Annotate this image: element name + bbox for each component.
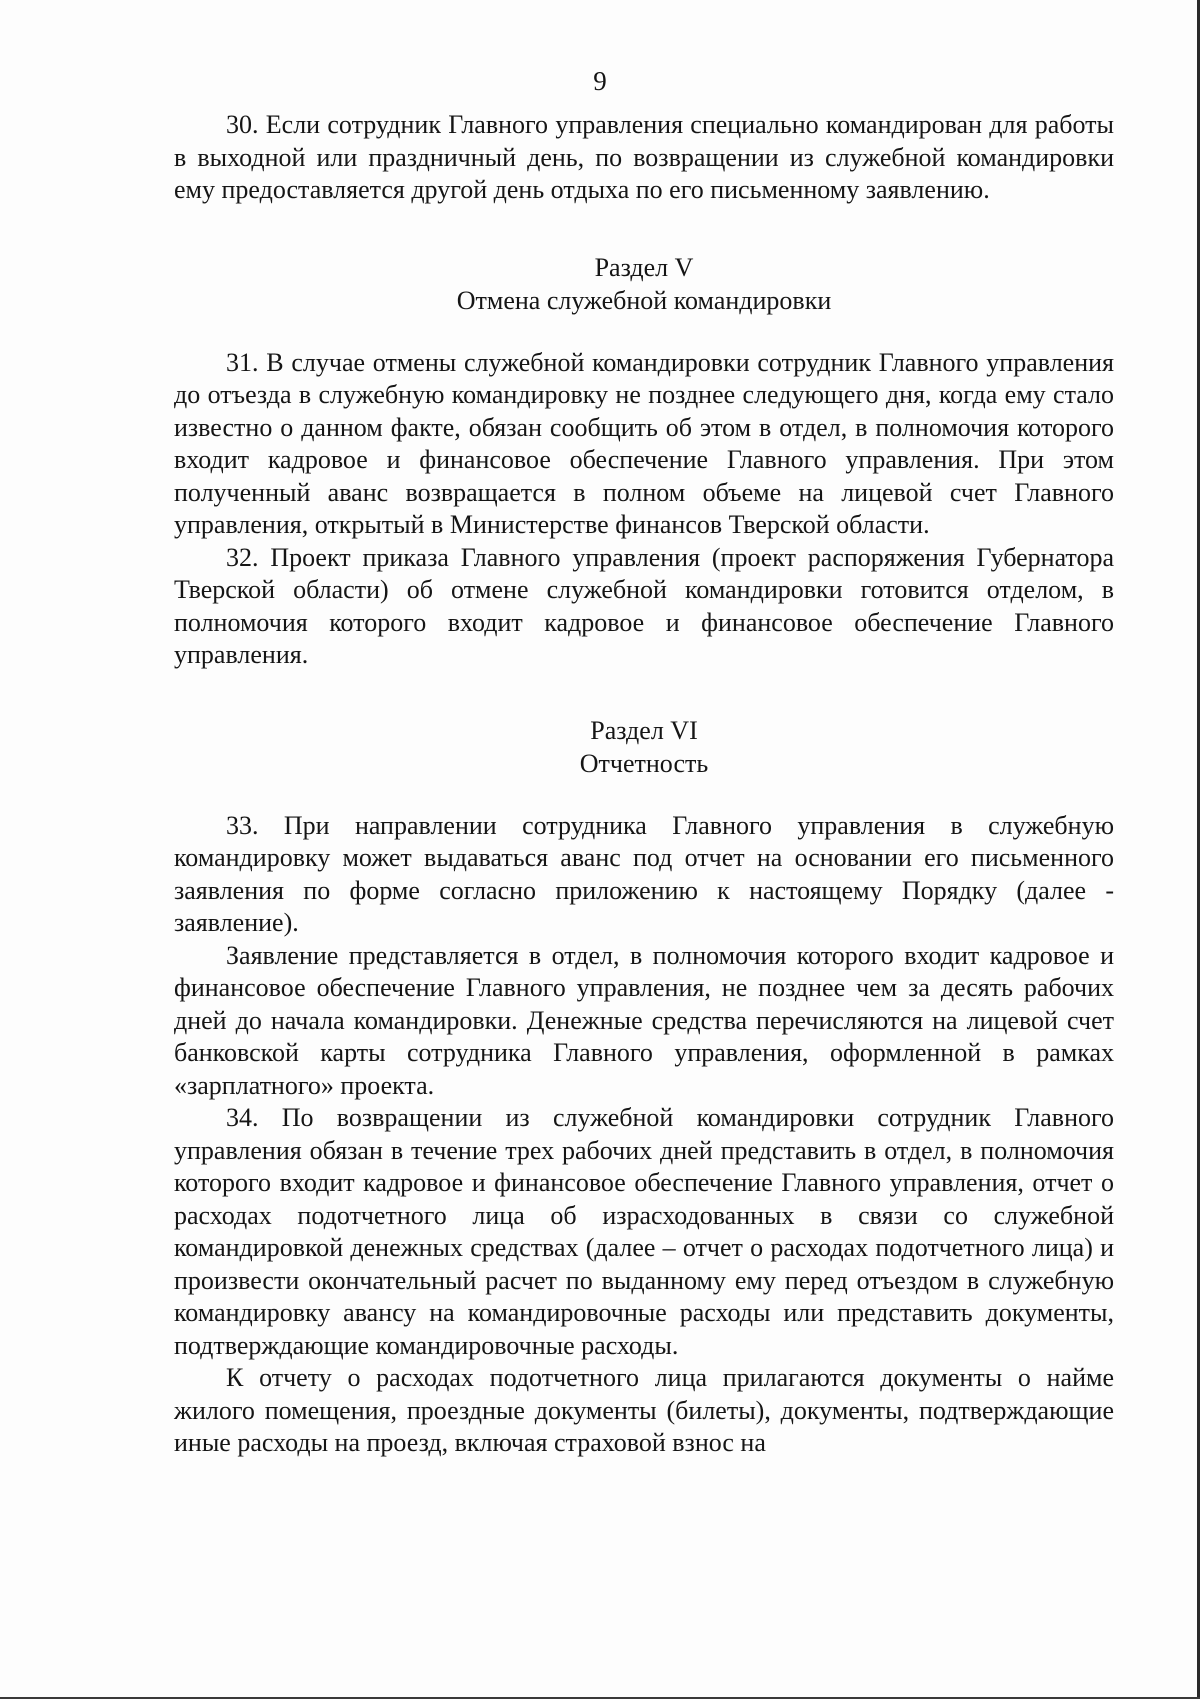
section-5-label: Раздел V	[594, 252, 694, 282]
section-6-title: Отчетность	[579, 748, 709, 778]
paragraph-34-attachments: К отчету о расходах подотчетного лица прилагаются документы о найме жилого помещения, проездные документы (билеты), документы, подтверждающие иные расходы на проезд, включая страховой взнос на	[174, 1363, 1114, 1457]
paragraph-33-application: Заявление представляется в отдел, в полномочия которого входит кадровое и финансовое обеспечение Главного управления, не позднее чем за десять рабочих дней до начала командировки. Денежные средства перечисляются на лицевой счет банковской карты сотрудника Главного управления, оформленной в рамках «зарплатного» проекта.	[174, 940, 1114, 1100]
paragraph-30: 30. Если сотрудник Главного управления специально командирован для работы в выходной или праздничный день, по возвращении из служебной командировки ему предоставляется другой день отдыха по его письменному заявлению.	[174, 110, 1114, 204]
paragraph-34: 34. По возвращении из служебной командировки сотрудник Главного управления обязан в течение трех рабочих дней представить в отдел, в полномочия которого входит кадровое и финансовое обеспечение Главного управления, отчет о расходах подотчетного лица об израсходованных в связи со служебной командировкой денежных средствах (далее – отчет о расходах подотчетного лица) и произвести окончательный расчет по выданному ему перед отъездом в служебную командировку авансу на командировочные расходы или представить документы, подтверждающие командировочные расходы.	[174, 1103, 1114, 1360]
page-number: 9	[593, 66, 607, 96]
document-body	[174, 109, 1114, 1460]
section-5-title: Отмена служебной командировки	[456, 285, 832, 315]
section-6-label: Раздел VI	[590, 715, 698, 745]
paragraph-33: 33. При направлении сотрудника Главного управления в служебную командировку может выдаваться аванс под отчет на основании его письменного заявления по форме согласно приложению к настоящему Порядку (далее - заявление).	[174, 810, 1114, 937]
paragraph-32: 32. Проект приказа Главного управления (проект распоряжения Губернатора Тверской области) об отмене служебной командировки готовится отделом, в полномочия которого входит кадровое и финансовое обеспечение Главного управления.	[174, 542, 1114, 669]
paragraph-31: 31. В случае отмены служебной командировки сотрудник Главного управления до отъезда в служебную командировку не позднее следующего дня, когда ему стало известно о данном факте, обязан сообщить об этом в отдел, в полномочия которого входит кадровое и финансовое обеспечение Главного управления. При этом полученный аванс возвращается в полном объеме на лицевой счет Главного управления, открытый в Министерстве финансов Тверской области.	[174, 347, 1114, 539]
